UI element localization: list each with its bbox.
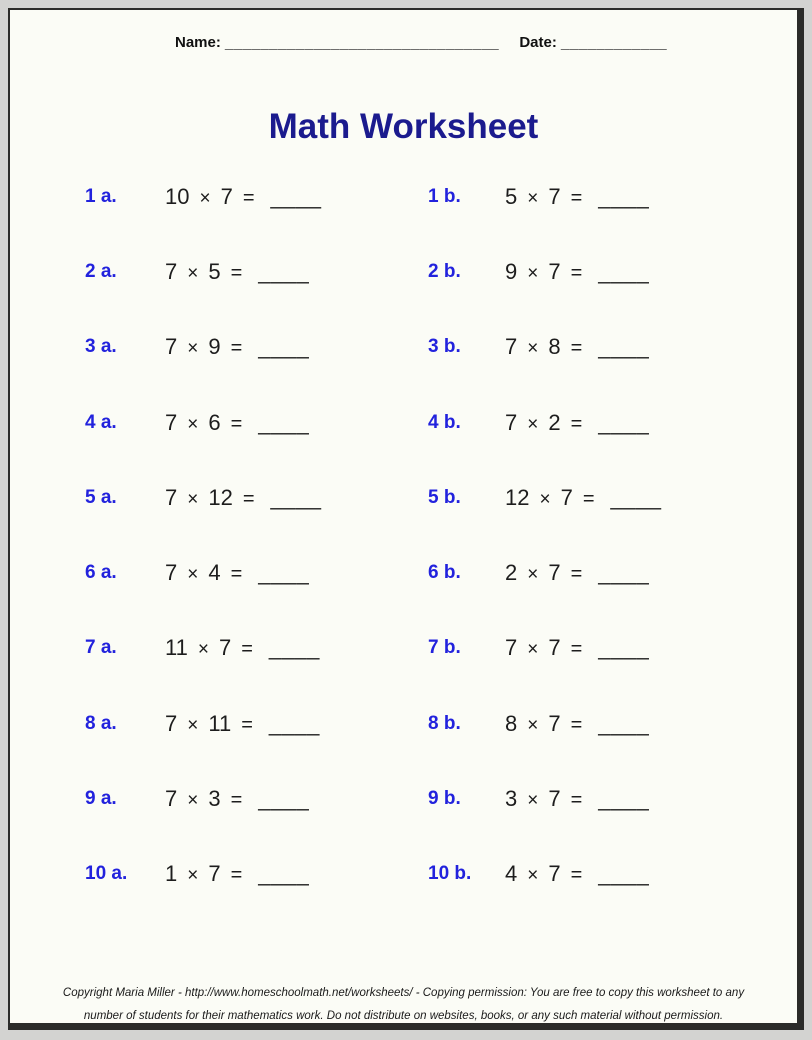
factor-2: 7 [548,560,561,586]
problem-b [505,861,797,887]
answer-blank: ____ [270,484,322,510]
factor-1: 5 [505,183,518,209]
problem-row [10,686,797,761]
answer-blank: ____ [598,635,650,661]
problem-b [505,410,797,436]
problem-a [165,259,428,285]
factor-2: 7 [548,710,561,736]
problem-label-a: 2 a. [85,260,117,282]
factor-1: 1 [165,861,178,887]
problem-label-b: 9 b. [428,788,461,810]
equals-sign: = [570,864,583,887]
factor-2: 9 [208,334,221,360]
problem-a [165,786,428,812]
times-sign: × [539,488,551,510]
problem-b [505,184,797,210]
footer [10,982,797,1028]
factor-2: 6 [208,409,221,435]
problem-b [505,786,797,812]
factor-1: 7 [165,409,178,435]
factor-1: 7 [505,635,518,661]
problem-a [165,861,428,887]
factor-2: 7 [218,635,232,661]
equals-sign: = [230,864,243,887]
problem-label-a: 4 a. [85,411,117,433]
problem-row [10,460,797,535]
problem-label-a: 6 a. [85,562,117,584]
problem-label-b: 4 b. [428,411,461,433]
problem-a [165,184,428,210]
header [175,34,667,51]
problem-b [505,485,797,511]
copyright-line-1: Copyright Maria Miller - http://www.homeschoolmath.net/worksheets/ - Copying permission: You are free to copy this worksheet to any [62,987,745,999]
times-sign: × [527,714,539,736]
problem-label-b: 10 b. [428,863,472,885]
answer-blank: ____ [598,409,650,435]
times-sign: × [187,338,199,360]
factor-1: 7 [165,258,178,284]
problem-label-a: 10 a. [85,863,128,885]
factor-1: 7 [165,334,178,360]
problem-label-b: 2 b. [428,260,461,282]
equals-sign: = [241,638,253,661]
name-label: Name: [175,34,221,51]
problem-rows [10,159,797,912]
factor-2: 7 [220,183,233,209]
equals-sign: = [570,638,583,661]
factor-1: 3 [505,786,518,812]
problem-a [165,334,428,360]
answer-blank: ____ [598,560,650,586]
factor-1: 7 [165,710,178,736]
problem-b [505,711,797,737]
answer-blank: ____ [270,183,322,209]
answer-blank: ____ [598,710,650,736]
problem-label-a: 9 a. [85,788,117,810]
factor-1: 10 [165,183,190,209]
problem-b [505,259,797,285]
times-sign: × [527,639,539,661]
equals-sign: = [570,563,583,586]
times-sign: × [187,413,199,435]
times-sign: × [527,338,539,360]
problem-label-a: 5 a. [85,486,117,508]
times-sign: × [527,262,539,284]
problem-row [10,837,797,912]
equals-sign: = [570,261,583,284]
worksheet-page [8,8,804,1030]
problem-b [505,560,797,586]
problem-label-b: 7 b. [428,637,461,659]
answer-blank: ____ [598,183,650,209]
factor-2: 7 [548,635,561,661]
problem-row [10,310,797,385]
factor-2: 7 [560,484,573,510]
problem-row [10,234,797,309]
factor-2: 5 [208,258,221,284]
factor-1: 7 [505,334,518,360]
problem-label-b: 8 b. [428,712,461,734]
factor-2: 12 [208,484,233,510]
answer-blank: ____ [258,786,310,812]
problem-label-a: 8 a. [85,712,117,734]
times-sign: × [187,865,199,887]
problem-a [165,410,428,436]
problem-label-b: 1 b. [428,185,461,207]
answer-blank: ____ [258,334,310,360]
times-sign: × [527,413,539,435]
factor-2: 7 [548,258,561,284]
factor-1: 7 [165,786,178,812]
answer-blank: ____ [268,635,320,661]
problem-row [10,535,797,610]
equals-sign: = [582,487,595,510]
factor-2: 7 [548,183,561,209]
name-line: _______________________________ [225,34,500,51]
date-label: Date: [519,34,557,51]
factor-2: 7 [208,861,221,887]
factor-2: 2 [548,409,561,435]
times-sign: × [527,865,539,887]
answer-blank: ____ [598,258,650,284]
factor-2: 4 [208,560,221,586]
problem-row [10,385,797,460]
answer-blank: ____ [610,484,662,510]
problem-label-a: 3 a. [85,336,117,358]
problem-label-b: 6 b. [428,562,461,584]
equals-sign: = [570,337,583,360]
answer-blank: ____ [598,334,650,360]
times-sign: × [199,187,211,209]
problem-row [10,761,797,836]
equals-sign: = [570,186,583,209]
problem-a [165,560,428,586]
factor-1: 11 [165,635,188,661]
equals-sign: = [230,789,243,812]
factor-1: 7 [165,560,178,586]
equals-sign: = [242,487,255,510]
equals-sign: = [570,713,583,736]
times-sign: × [187,714,199,736]
times-sign: × [197,639,209,661]
times-sign: × [187,262,199,284]
factor-1: 9 [505,258,518,284]
factor-2: 3 [208,786,221,812]
problem-row [10,611,797,686]
equals-sign: = [241,713,253,736]
equals-sign: = [230,412,243,435]
worksheet-title: Math Worksheet [268,107,539,146]
factor-2: 7 [548,861,561,887]
times-sign: × [527,790,539,812]
times-sign: × [527,564,539,586]
answer-blank: ____ [258,861,310,887]
date-line: ____________ [561,34,668,51]
factor-1: 2 [505,560,518,586]
equals-sign: = [230,337,243,360]
problem-a [165,635,428,661]
problem-label-a: 7 a. [85,637,117,659]
factor-2: 11 [208,710,232,736]
problem-a [165,711,428,737]
factor-1: 7 [505,409,518,435]
factor-2: 8 [548,334,561,360]
problem-label-b: 3 b. [428,336,461,358]
answer-blank: ____ [258,258,310,284]
problem-label-a: 1 a. [85,185,117,207]
equals-sign: = [242,186,255,209]
answer-blank: ____ [598,861,650,887]
factor-1: 4 [505,861,518,887]
answer-blank: ____ [268,710,320,736]
problem-b [505,334,797,360]
equals-sign: = [230,261,243,284]
answer-blank: ____ [598,786,650,812]
equals-sign: = [570,412,583,435]
factor-1: 12 [505,484,530,510]
times-sign: × [187,790,199,812]
times-sign: × [187,564,199,586]
problem-label-b: 5 b. [428,486,461,508]
factor-2: 7 [548,786,561,812]
answer-blank: ____ [258,409,310,435]
copyright-line-2: number of students for their mathematics work. Do not distribute on websites, books, or any such material without permission. [83,1010,724,1022]
problem-b [505,635,797,661]
times-sign: × [527,187,539,209]
equals-sign: = [570,789,583,812]
factor-1: 8 [505,710,518,736]
equals-sign: = [230,563,243,586]
factor-1: 7 [165,484,178,510]
problem-row [10,159,797,234]
problem-a [165,485,428,511]
times-sign: × [187,488,199,510]
answer-blank: ____ [258,560,310,586]
